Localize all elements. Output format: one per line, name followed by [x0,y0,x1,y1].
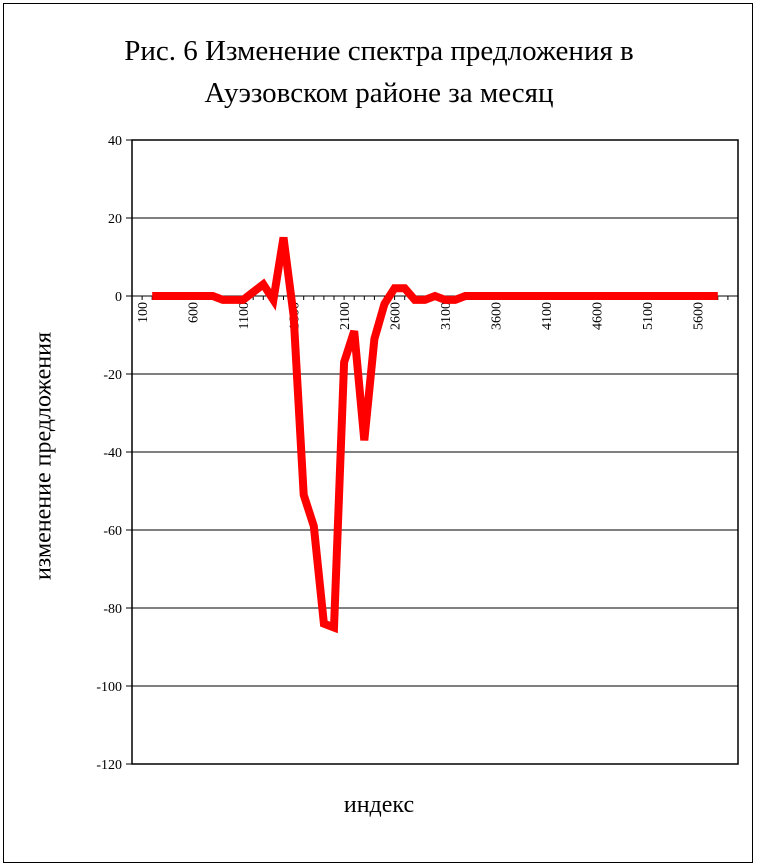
y-axis-label: изменение предложения [30,331,57,581]
chart-title-line-2: Ауэзовском районе за месяц [204,77,554,109]
x-tick-label-4: 2100 [338,302,354,330]
x-tick-label-6: 3100 [439,302,455,330]
y-tick-label-3: -20 [103,368,122,383]
x-tick-label-7: 3600 [489,301,505,330]
x-tick-label-2: 1100 [237,302,253,330]
x-tick-label-9: 4600 [590,302,606,330]
y-tick-label-6: -80 [103,602,122,617]
x-tick-label-1: 600 [186,302,202,323]
x-tick-label-0: 100 [136,302,152,323]
y-tick-label-4: -40 [103,446,122,461]
series-line-0 [152,238,718,628]
y-tick-label-0: 40 [108,134,122,149]
x-tick-label-11: 5600 [691,302,707,330]
x-tick-label-3: 1600 [287,302,303,330]
y-tick-label-5: -60 [103,524,122,539]
x-tick-label-10: 5100 [641,302,657,330]
y-tick-label-8: -120 [96,758,122,773]
y-tick-label-7: -100 [96,680,122,695]
chart-title-line-1: Рис. 6 Изменение спектра предложения в [124,35,634,67]
y-tick-label-1: 20 [108,212,122,227]
x-tick-label-5: 2600 [388,302,404,330]
x-tick-label-8: 4100 [540,302,556,330]
x-axis-label: индекс [343,792,415,818]
y-tick-label-2: 0 [115,290,122,305]
